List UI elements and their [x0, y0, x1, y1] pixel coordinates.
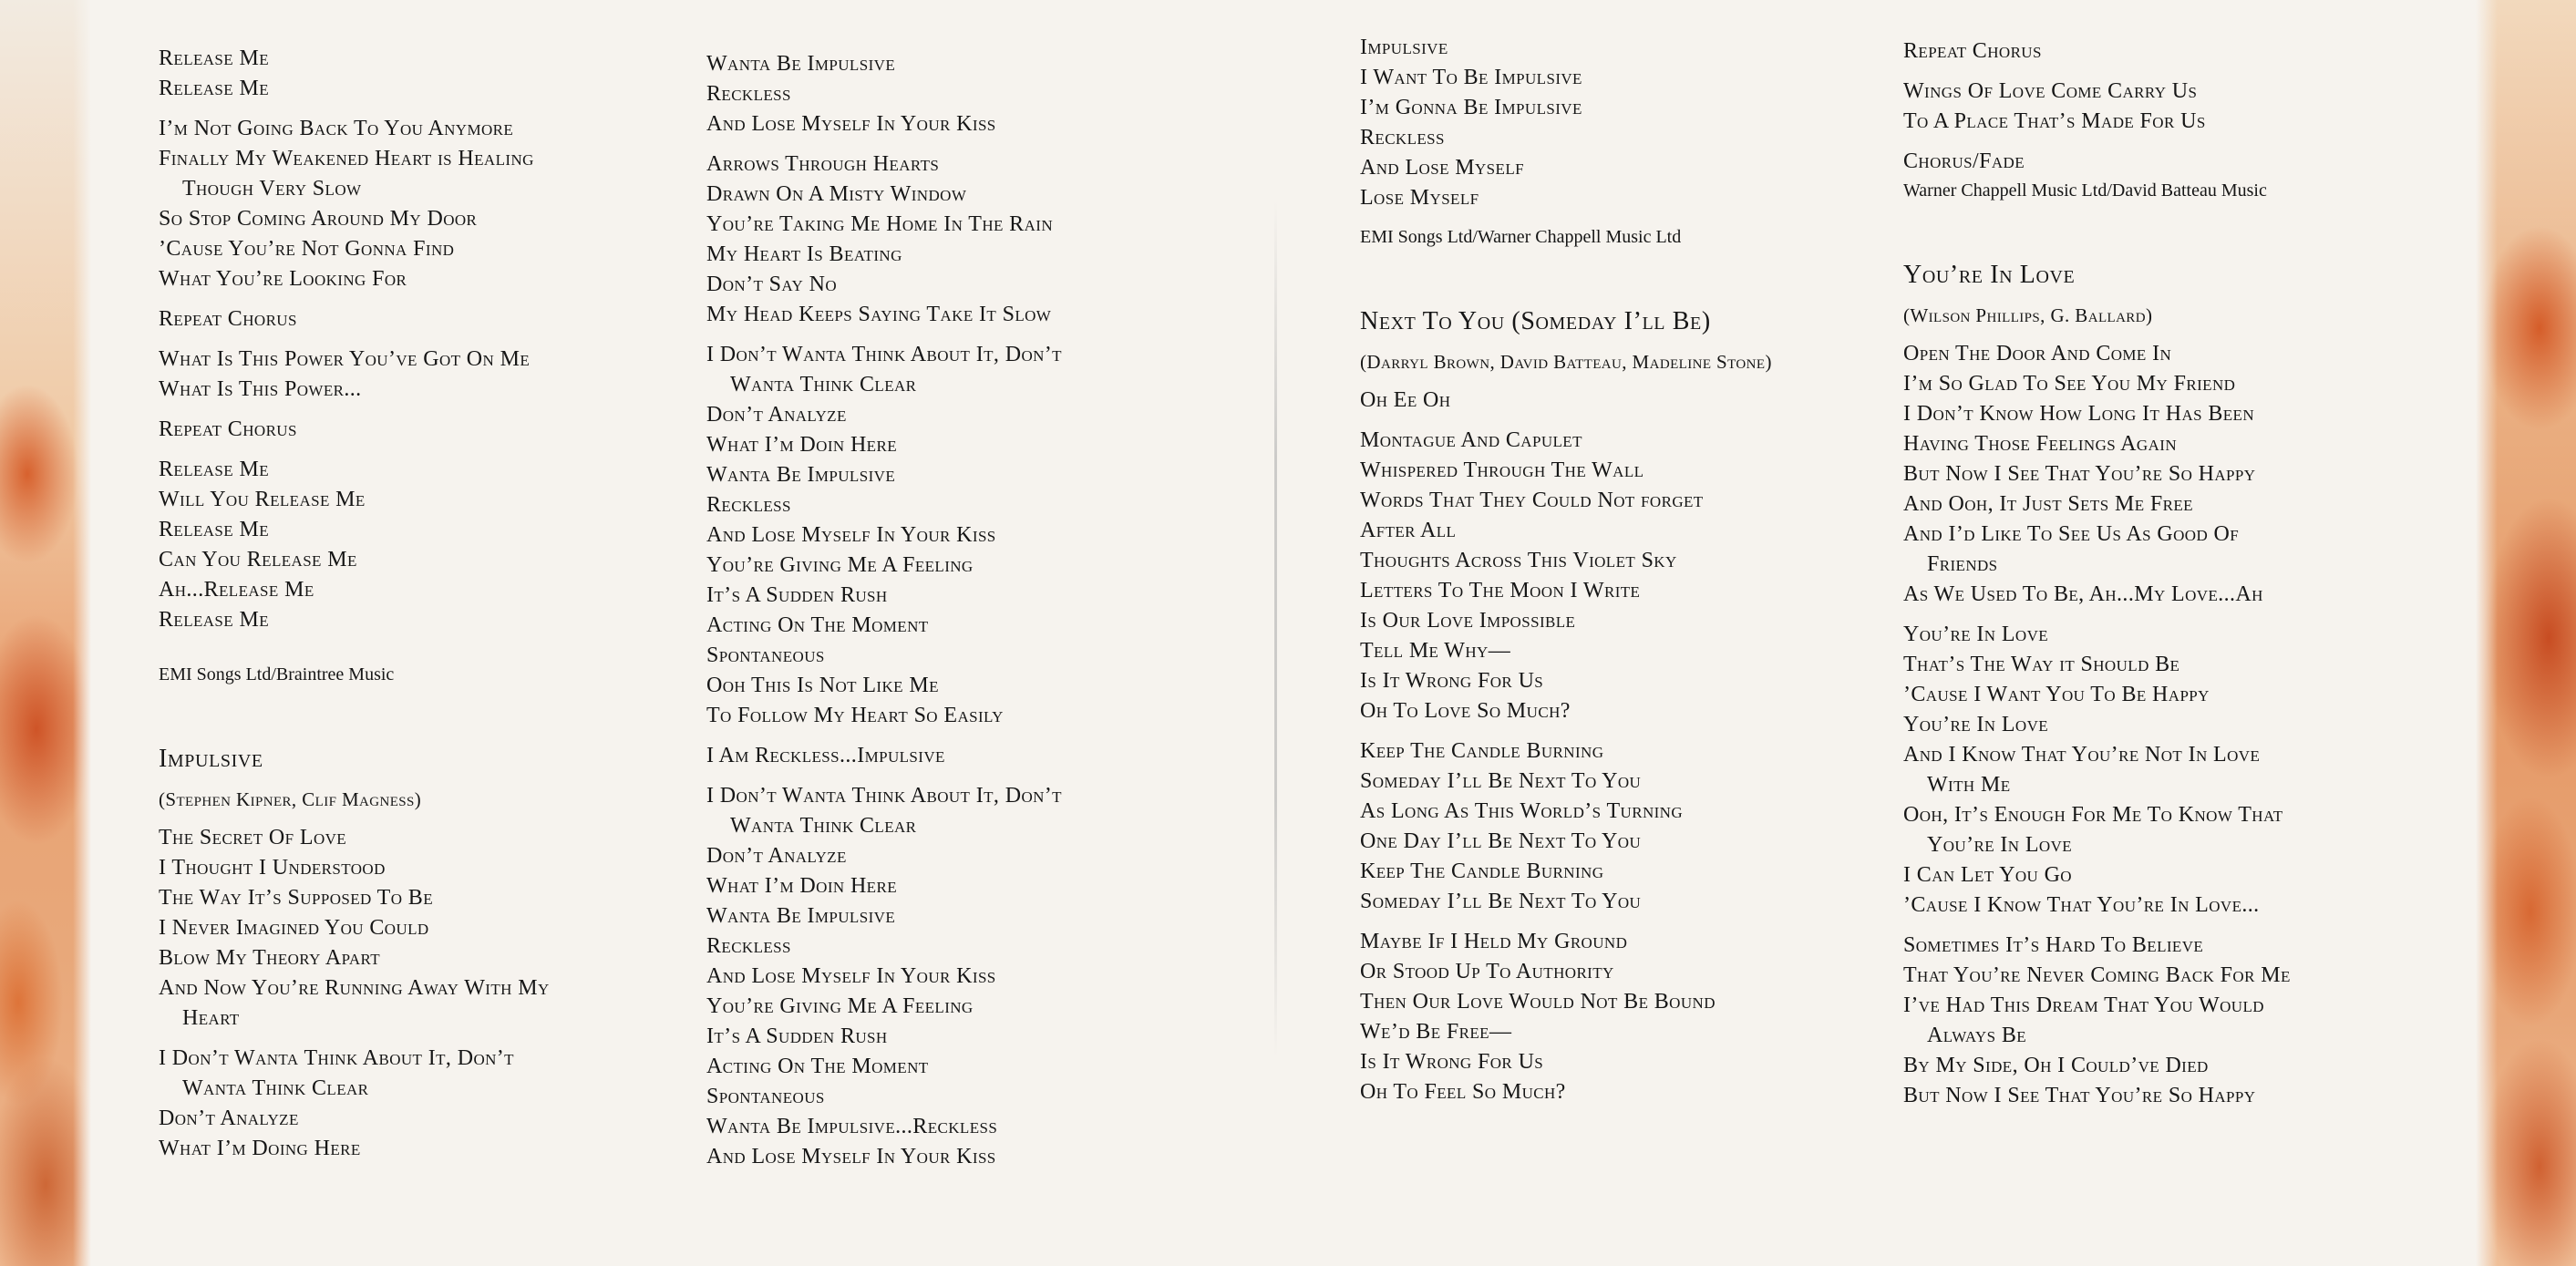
lyric-line: Tell Me Why—: [1360, 639, 1511, 663]
lyric-line: Oh To Love So Much?: [1360, 699, 1571, 723]
publisher-credit: Warner Chappell Music Ltd/David Batteau Music: [1903, 180, 2267, 201]
lyric-line: One Day I’ll Be Next To You: [1360, 829, 1642, 853]
songwriter-credit: (Darryl Brown, David Batteau, Madeline Stone): [1360, 351, 1772, 373]
lyric-line: I Don’t Wanta Think About It, Don’t: [706, 343, 1062, 366]
lyric-line: My Head Keeps Saying Take It Slow: [706, 303, 1052, 326]
lyric-line: Is It Wrong For Us: [1360, 669, 1544, 693]
lyric-line: But Now I See That You’re So Happy: [1903, 462, 2256, 486]
lyric-line: I’m Not Going Back To You Anymore: [159, 117, 514, 140]
lyric-line: What I’m Doin Here: [706, 433, 897, 457]
lyric-line: Blow My Theory Apart: [159, 946, 381, 970]
lyric-line: And Lose Myself In Your Kiss: [706, 523, 996, 547]
lyric-line: I Thought I Understood: [159, 856, 386, 880]
lyric-line: Wanta Be Impulsive: [706, 52, 896, 76]
lyric-line: Is It Wrong For Us: [1360, 1050, 1544, 1074]
lyric-line: I’m Gonna Be Impulsive: [1360, 96, 1582, 119]
lyric-line: Release Me: [159, 458, 270, 481]
lyric-line: You’re Giving Me A Feeling: [706, 553, 974, 577]
lyric-line: It’s A Sudden Rush: [706, 583, 888, 607]
lyric-line: Letters To The Moon I Write: [1360, 579, 1641, 602]
lyric-line: Can You Release Me: [159, 548, 357, 571]
lyric-line: The Way It’s Supposed To Be: [159, 886, 433, 910]
songwriter-credit: (Stephen Kipner, Clif Magness): [159, 788, 422, 810]
lyric-line: Don’t Analyze: [159, 1106, 299, 1130]
lyric-line: Having Those Feelings Again: [1903, 432, 2177, 456]
lyric-line: Though Very Slow: [182, 177, 362, 201]
lyric-line: I Don’t Wanta Think About It, Don’t: [159, 1046, 514, 1070]
lyric-line: Wanta Think Clear: [182, 1076, 369, 1100]
lyric-line: I’m So Glad To See You My Friend: [1903, 372, 2236, 396]
lyric-line: The Secret Of Love: [159, 826, 347, 849]
lyric-line: I Want To Be Impulsive: [1360, 66, 1582, 89]
lyric-line: And Now You’re Running Away With My: [159, 976, 550, 1000]
lyric-line: My Heart Is Beating: [706, 242, 902, 266]
song-title: Next To You (Someday I’ll Be): [1360, 307, 1711, 335]
lyric-line: Release Me: [159, 608, 270, 632]
lyric-line: Words That They Could Not forget: [1360, 489, 1704, 512]
lyric-line: What I’m Doin Here: [706, 874, 897, 898]
lyric-line: Repeat Chorus: [1903, 39, 2042, 63]
publisher-credit: EMI Songs Ltd/Warner Chappell Music Ltd: [1360, 227, 1682, 247]
lyric-line: So Stop Coming Around My Door: [159, 207, 478, 231]
lyric-line: But Now I See That You’re So Happy: [1903, 1084, 2256, 1107]
lyric-line: To Follow My Heart So Easily: [706, 704, 1004, 727]
publisher-credit: EMI Songs Ltd/Braintree Music: [159, 664, 395, 684]
lyric-line: What Is This Power...: [159, 377, 362, 401]
lyric-line: And I’d Like To See Us As Good Of: [1903, 522, 2240, 546]
lyric-line: Montague And Capulet: [1360, 428, 1582, 452]
lyric-line: I Don’t Know How Long It Has Been: [1903, 402, 2255, 426]
lyric-line: Maybe If I Held My Ground: [1360, 930, 1628, 953]
lyric-line: Acting On The Moment: [706, 613, 929, 637]
lyric-line: Spontaneous: [706, 1085, 825, 1108]
lyric-line: Arrows Through Hearts: [706, 152, 940, 176]
lyric-line: As We Used To Be, Ah...My Love...Ah: [1903, 582, 2263, 606]
lyric-line: Someday I’ll Be Next To You: [1360, 890, 1642, 913]
lyric-line: Will You Release Me: [159, 488, 366, 511]
lyric-line: Then Our Love Would Not Be Bound: [1360, 990, 1716, 1014]
lyric-line: Thoughts Across This Violet Sky: [1360, 549, 1677, 572]
lyric-line: ’Cause I Know That You’re In Love...: [1903, 893, 2260, 917]
lyric-line: Acting On The Moment: [706, 1055, 929, 1078]
lyric-line: Reckless: [1360, 126, 1445, 149]
lyric-line: By My Side, Oh I Could’ve Died: [1903, 1054, 2209, 1077]
lyric-line: Wanta Think Clear: [730, 373, 917, 396]
lyrics-column-4: [1903, 36, 2291, 1111]
lyric-line: That’s The Way it Should Be: [1903, 653, 2180, 676]
lyric-line: Heart: [182, 1006, 240, 1030]
lyrics-column-1: [159, 44, 550, 1164]
lyric-line: ’Cause I Want You To Be Happy: [1903, 683, 2210, 706]
lyric-line: Keep The Candle Burning: [1360, 739, 1604, 763]
lyric-line: Finally My Weakened Heart is Healing: [159, 147, 534, 170]
lyric-line: Wanta Be Impulsive...Reckless: [706, 1115, 998, 1138]
lyric-line: Release Me: [159, 77, 270, 100]
lyric-line: Don’t Analyze: [706, 844, 847, 868]
lyric-line: Oh To Feel So Much?: [1360, 1080, 1566, 1104]
lyric-line: You’re In Love: [1927, 833, 2073, 857]
left-watercolor-border: [0, 0, 91, 1266]
page-fold: [1274, 201, 1277, 1057]
lyric-line: Lose Myself: [1360, 186, 1479, 210]
lyric-line: Or Stood Up To Authority: [1360, 960, 1614, 983]
lyric-line: You’re In Love: [1903, 713, 2049, 736]
lyric-line: You’re Giving Me A Feeling: [706, 994, 974, 1018]
lyric-line: Don’t Analyze: [706, 403, 847, 427]
lyric-line: Friends: [1927, 552, 1998, 576]
song-title: Impulsive: [159, 745, 263, 773]
lyric-line: What Is This Power You’ve Got On Me: [159, 347, 531, 371]
lyric-line: I Don’t Wanta Think About It, Don’t: [706, 784, 1062, 808]
right-watercolor-border: [2476, 0, 2576, 1266]
song-title: You’re In Love: [1903, 261, 2076, 289]
lyric-line: That You’re Never Coming Back For Me: [1903, 963, 2291, 987]
lyric-line: What You’re Looking For: [159, 267, 407, 291]
lyric-line: I Can Let You Go: [1903, 863, 2072, 887]
lyric-line: Wanta Be Impulsive: [706, 904, 896, 928]
lyric-line: Wings Of Love Come Carry Us: [1903, 79, 2198, 103]
lyric-line: We’d Be Free—: [1360, 1020, 1512, 1044]
lyric-line: As Long As This World’s Turning: [1360, 799, 1684, 823]
lyric-line: Oh Ee Oh: [1360, 388, 1451, 412]
lyrics-column-3: [1360, 33, 1772, 1107]
lyric-line: And Ooh, It Just Sets Me Free: [1903, 492, 2193, 516]
lyric-line: Ooh, It’s Enough For Me To Know That: [1903, 803, 2283, 827]
lyric-line: Drawn On A Misty Window: [706, 182, 967, 206]
lyric-line: Wanta Think Clear: [730, 814, 917, 838]
lyric-line: Impulsive: [1360, 36, 1448, 59]
lyric-line: Someday I’ll Be Next To You: [1360, 769, 1642, 793]
lyric-line: Spontaneous: [706, 643, 825, 667]
lyric-line: Reckless: [706, 493, 791, 517]
lyric-line: And I Know That You’re Not In Love: [1903, 743, 2261, 767]
lyric-line: I Never Imagined You Could: [159, 916, 429, 940]
lyric-line: Reckless: [706, 934, 791, 958]
lyric-line: Is Our Love Impossible: [1360, 609, 1576, 633]
lyric-line: Don’t Say No: [706, 273, 838, 296]
lyric-line: I Am Reckless...Impulsive: [706, 744, 945, 767]
lyric-line: Chorus/Fade: [1903, 149, 2025, 173]
lyric-line: And Lose Myself In Your Kiss: [706, 964, 996, 988]
lyric-line: I’ve Had This Dream That You Would: [1903, 993, 2264, 1017]
lyric-line: Reckless: [706, 82, 791, 106]
lyric-line: Whispered Through The Wall: [1360, 458, 1644, 482]
lyric-line: Repeat Chorus: [159, 307, 297, 331]
lyric-line: To A Place That’s Made For Us: [1903, 109, 2206, 133]
lyric-line: You’re In Love: [1903, 623, 2049, 646]
lyric-line: Wanta Be Impulsive: [706, 463, 896, 487]
lyric-line: And Lose Myself: [1360, 156, 1524, 180]
lyric-line: It’s A Sudden Rush: [706, 1024, 888, 1048]
lyric-line: And Lose Myself In Your Kiss: [706, 112, 996, 136]
lyric-line: Repeat Chorus: [159, 417, 297, 441]
lyric-line: With Me: [1927, 773, 2011, 797]
lyric-line: You’re Taking Me Home In The Rain: [706, 212, 1054, 236]
lyric-line: Release Me: [159, 518, 270, 541]
lyric-line: Keep The Candle Burning: [1360, 859, 1604, 883]
lyric-line: Ooh This Is Not Like Me: [706, 674, 939, 697]
lyric-line: Ah...Release Me: [159, 578, 314, 602]
lyric-line: ’Cause You’re Not Gonna Find: [159, 237, 455, 261]
lyric-line: What I’m Doing Here: [159, 1137, 361, 1160]
songwriter-credit: (Wilson Phillips, G. Ballard): [1903, 304, 2153, 326]
lyrics-column-2: [706, 49, 1062, 1172]
lyric-line: After All: [1360, 519, 1457, 542]
lyric-line: Sometimes It’s Hard To Believe: [1903, 933, 2204, 957]
lyric-line: Release Me: [159, 46, 270, 70]
lyric-line: Always Be: [1927, 1024, 2027, 1047]
lyric-line: Open The Door And Come In: [1903, 342, 2172, 365]
lyric-line: And Lose Myself In Your Kiss: [706, 1145, 996, 1168]
